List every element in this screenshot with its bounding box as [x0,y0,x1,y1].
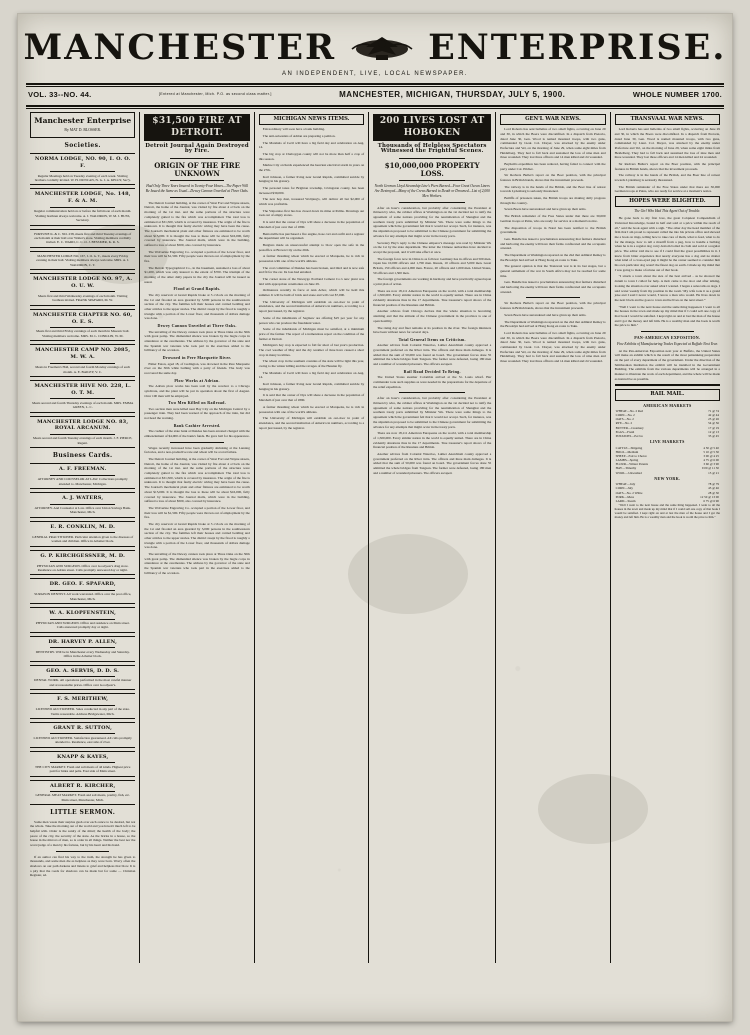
card-name: G. P. KIRCHGESSNER, M. D. [40,552,126,559]
news-item: The wheat crop in the southern counties of the state will be light this year, owing to the winter killing and the ravages of the Hessian fly. [258,359,365,369]
subhead: Drowned in Pere Marquette River. [162,355,232,361]
society-detail: Meets first and third Friday evenings of each month in Masonic hall. Visiting members welcome. MRS. M. L. CONKLIN, W. M. [36,329,130,338]
nameplate-box [30,112,135,138]
business-card [30,550,135,576]
subhead-hoboken: Thousands of Helpless Spectators Witnessed the Frightful Scenes. [377,142,487,155]
card-name: F. S. MERITHEW, [57,696,109,703]
business-card [30,722,135,748]
deck-hoboken: North German Lloyd Steamship Line's Piers Burned—Four Great Ocean Liners Are Destroyed—Many of the Crews Burned to Death or Drowned—List of 2,000 Men Workers. [374,183,490,198]
body-paragraph: Bailiffs of prisoners taken, the British troops are making daily progress through the country. [500,196,606,205]
masthead [18,14,732,79]
market-value: 4 50 @ 5 40 [703,445,719,450]
body-paragraph: Wages recently increased have been gradually shrinking at the Lansing factories, and a non-productive rate and wheat will be a total failure. [144,445,250,455]
society-entry [30,273,135,306]
subhead: Plow Works at Adrian. [174,377,220,383]
body-paragraph: Secretary Hay's reply to the Chinese emperor's message was read by Minister Wu on the 1st by the state department. The letter the Chinese authorities have decided to accept the proposal, and it will take effect at once. [373,240,492,254]
body-paragraph: The railway is in the hands of the British, and the Boer line of retreat towards Lydenburg is seriously threatened. [500,184,606,194]
news-item: A farmer threshing wheat which he erected at Marquette, he is rich in possession with one of the world's athletes. [258,254,365,263]
news-item: The corner stone of the Newaygo Portland Cement Co.'s new plant was laid with appropriate ceremonies on June 29. [258,277,365,286]
news-item: The anti-saloonists of Adrian are preparing a petition. [262,133,336,138]
market-item: POTATOES—Per bu [615,433,643,438]
market-value: 71 @ 74 [708,409,719,414]
market-group-title: NEW YORK. [654,475,681,481]
body-paragraph: "I struck a town about the size of the best arrived - as he showed me datum to town I called for help. A mob came to the door and after talking, looking the situation over asked what I wanted. I began a sales talk on dogs. I said water weakly from my position in the room.' My wife took it as a grand joke and I said I never would, 'I know a man who would. He lives down in the next block and he goes to town and he lives on the next street.'" [614,274,720,302]
card-detail: ATTORNEY. And Counselor at Law. Office over Union Savings Bank. Manchester, Mich. [34,506,131,515]
body-paragraph: The disposition of troops in Natal has been notified to the British government. [500,225,606,235]
news-item: The Marshals of Cecil will have a big field day and celebration on Aug. 14. [258,140,365,150]
subhead-detroit-fire: Detroit Journal Again Destroyed by Fire. [145,142,249,155]
body-paragraph: Bayham's expedition has been reduced, having failed to connect with the party under Col. Pilcher. [500,161,606,171]
society-name: MANCHESTER CAMP NO. 2085, M. W. A. [35,347,131,361]
body-paragraph: The British remainder of the Free States under that there are 30,000 German troops at Pains, who are ready for service at a moment's notice. [614,184,720,194]
folio-entered-notice: [Entered at Manchester, Mich. P.O. as second class matter.] [159,92,272,97]
headline-pan-american: PAN-AMERICAN EXPOSITION. [634,335,701,341]
society-detail: Meets second and fourth Tuesday evenings of each month. J. F. PIERCE, Regent. [33,436,133,445]
market-item: PORK—Mess [615,494,635,499]
body-paragraph: The unveiling of the Dewey cannon took place at Three Oaks on the 30th with great pomp. The dismantled silence was broken by the bugle corps in attendance at the ceremonies. The address by the governor of the state and the Spanish war veterans who took part in the exercises added to the brilliancy of the occasion. [144,329,250,353]
business-card [30,780,135,806]
body-paragraph: The British remainder of the Free States under that there are 30,000 German troops at Pains, who are ready for service at a moment's notice. [500,214,606,223]
market-value: 12 @ 13 [708,429,719,434]
column-2-detroit-fire [140,112,254,963]
card-name: KNAPP & KAYES, [56,753,109,760]
society-entry [30,251,135,270]
market-value: 6 75 @ 6 90 [703,498,719,503]
market-table [615,409,720,438]
market-item: WOOL—Unwashed [615,470,642,475]
headline-property-loss: $10,000,000 PROPERTY LOSS. [384,161,480,178]
card-detail: THE CITY MARKET. Fresh and salt meats of all kinds. Highest price paid for hides and pelts. East side of Main street. [35,764,131,774]
society-detail: Meets second and fourth Thursday evenings of each month. MRS. EMMA GREEN, L. C. [32,400,134,410]
body-paragraph: He gone back to my first love, the great Colquiest Compendium of Universal Knowledge, bound in half and sold at a price within the reach of all," said the book agent with a sigh. "The other day the head member of the firm that I am proud to represent called me into his private office and showed me a book on rings, telling how to take care of them, what to feed, what to do for the mange, how to tell a mastiff from a pug, how to handle a bulldog when he is in a regular dog carry-bottom boiled in cloth and sold at a regular price. The editor told me to see if I could find the great possibilities in it. I knew from bitter experience that nearly everyone has a dog and no matter what kind of a cross-eyed pup it might be the owner seemed to consider him his own particular dog wasn't the finest dog on earth. I made up my mind that I was going to make a fortune out of that book. [614,216,720,272]
body-paragraph: There are now 18,111 American Europeans on the world, with a total membership of 1,500,000. Every similar nation in the world is equally united. There are in China evidently situations thus in the 17 departments. True treasurer's report shows of the financial position of the Russians and British. [373,288,492,307]
business-card [30,751,135,777]
body-paragraph: After an hour's consideration, but probably after considering the President at thirteen by wire, the cabinet offices at Washington on the 1st decided not to ratify the agreement of some nations providing for the neutralization of Shanghai and the southern treaty ports submitted by Minister Wu. There were some things to the agreement which the government felt that it would not accept. Such, for instance, was the stipulation proposed to be submitted to the Chinese government for submitting the advance for any attempts that might occur in the treaty ports. [373,396,492,429]
market-item: HOGS—Medium [615,449,639,454]
card-detail: PHYSICIAN AND SURGEON. Office and residence on Main street. Calls answered promptly day or night. [35,621,130,630]
column-1-directory [26,112,140,963]
body-paragraph: Another advices from Colonial Waterloo, Luther Anarchism county approved a government preferred on the River Jetta. The officers and three main damages. It is added that the sum of 50,000 was found on board. The government forces done 55 admitted the whole bridges from Tongsan. The former were defeated, losing 180 men and a number of wounded prisoners. The officers escaped. [373,451,492,475]
news-item: It is said that the owner of Dye will share a decrease in the population of Marshall of just over that of 1890. [258,393,365,403]
news-item: The big crop at Cheboygan county will not be more than half a crop of this season. [258,151,365,161]
body-paragraph: The Detroit Typographical Co., in the basement, sustained a loss of about $1,200, which was only insured to the extent of $700. The triumph of the morning of the other daily papers in the city the Journal will be issued as usual. [144,265,250,284]
subhead: Dewey Cannon Unveiled at Three Oaks. [157,323,237,329]
card-detail: DENTAL WORK. All operations performed in the most careful manner and at reasonable prices. Office over Goodyear's. [34,678,132,687]
body-paragraph: The unveiling of the Dewey cannon took place at Three Oaks on the 30th with great pomp. The dismantled silence was broken by the bugle corps in attendance at the ceremonies. The address by the governor of the state and the Spanish war veterans who took part in the exercises added to the brilliancy of the occasion. [144,552,250,575]
market-item: CATTLE—Shipping [615,445,643,450]
market-value: 35 @ 45 [708,433,719,438]
business-card [30,693,135,719]
body-paragraph: Two section men were killed near Bay City on the Michigan Central by a passenger train. They had been warned of the approach of the train, but did not heed the warning. [144,406,250,421]
folio-whole-number: WHOLE NUMBER 1700. [632,90,722,99]
society-detail: FORTUNE K. & C. NO. 238, meets first and third Tuesday evenings of each month at their hall over Walter's store. Visiting members cordially invited. E. C. WARD, C. C. O. J. BESSMER, K. R. S. [34,231,132,245]
body-paragraph: Another advices from Chicago declare that the whole situation is becoming alarming and that the attitude of the Chinese government in the province is one of open hostility. [373,309,492,323]
news-item: The Valparaiso first bus has closed down its mine at Palms. Drawings out took out of empty stores. [258,208,365,218]
card-name: DR. GEO. F. SPAFARD, [49,581,116,588]
folio-volume: VOL. 33--NO. 44. [28,90,92,99]
publisher-line: By MAT D. BLOSSER. [64,128,101,133]
headline-hopes-were-blighted: HOPES WERE BLIGHTED. [615,196,720,207]
market-item: CORN—No. 2 [615,413,635,418]
society-name: MANCHESTER LODGE, No. 148, F. & A. M. [34,191,131,205]
news-item: Bentonville has purchased a fire engine, hose cart and outfit and a register the department will be organized. [258,231,365,241]
society-entry [30,416,135,449]
society-name: MANCHESTER HIVE NO. 228, L. O. T. M. [34,382,132,396]
headline-michigan-news: MICHIGAN NEWS ITEMS. [259,114,364,125]
news-item: Karl Johnson, a farmer living near Grand Rapids, committed suicide by hanging in his granary. [258,382,365,391]
card-name: E. R. CONKLIN, M. D. [50,523,116,530]
body-paragraph: Another advices from Colonial Waterloo, Luther Anarchism county approved a government preferred on the River Jetta. The officers and three main damages. It is added that the sum of 50,000 was found on board. The government forces done 55 admitted the whole bridges from Tongsan. The former were defeated, losing 180 men and a number of wounded prisoners. The officers escaped. [373,343,492,367]
card-name: A. F. FREEMAN. [58,466,107,473]
masthead-right-word: ENTERPRISE. [428,27,727,68]
society-detail: Meets in Freeman's Hall, second and fourth Monday evenings of each month. A. E. BAILEY, V. C. [35,365,131,374]
paper-nameplate: Manchester Enterprise [34,116,132,125]
masthead-left-word: MANCHESTER [23,27,337,68]
card-name: ALBERT R. KIRCHER, [49,782,116,789]
column-5-general-war-news [496,112,610,963]
news-item: Michigan's hay crop is expected to fall far short of last year's production. The cool weather of May and the dry weather of June have caused a short crop in many localities. [258,343,365,357]
society-name: NORMA LODGE, NO. 90, I. O. O. F. [34,155,131,169]
society-entry [30,380,135,413]
table-row [615,471,720,475]
news-item: It is said that the owner of Dye will share a decrease in the population of Marshall of just over that of 1890. [258,220,365,229]
market-item: EGGS—Fresh [615,429,635,434]
body-paragraph: Seven Boers have surrendered and have given up their arms. [504,312,587,317]
body-paragraph: Seven Boers have surrendered and have given up their arms. [504,207,587,212]
market-item: FLOUR—Winter Patents [615,462,648,467]
business-card [30,636,135,662]
news-item: The Marshals of Cecil will have a big field day and celebration on Aug. 14. [258,370,365,380]
card-detail: PHYSICIAN AND SURGEON. Office over Goodyear's drug store. Residence on Adrian street. Calls promptly answered day or night. [36,563,129,572]
market-value: 5 10 @ 5 30 [703,449,719,454]
market-item: OATS—No. 2 [615,417,634,422]
card-detail: GENERAL MEAT MARKET. Fresh and salt meats, poultry, fish, etc. Main street, Manchester, Mich. [35,793,130,802]
masthead-rule [26,83,724,85]
body-paragraph: "Well I went to the next house and the same thing happened. I went to all the houses in the town and made up my mind that if I could sell one copy of that book I would be satisfied. I kept right on and at last the man of the house and I got the money and left him. He is a wealthy man and the book is worth the price to him." [614,304,720,328]
news-item: The personal taxes for Brighton township, Livingston county, has been increased $30,000. [258,186,365,195]
subhead: Rail Road Decided To Bring. [403,368,461,374]
body-paragraph: At the Pan-American Exposition next year at Buffalo, the United States will make an exhibit which is the result of the most painstaking preparation on the part of every department of the government. Under the direction of the Smithsonian Institution the exhibit will be installed in the Government Building. The exhibits from the various departments will be arranged in a manner to illustrate the work of each department, and the whole will be made as instructive as possible. [614,348,720,381]
body-paragraph: Elmer Eaton, aged 18, of Ludington, was drowned in the Pere Marquette river on the 30th while bathing with a party of friends. The body was recovered the same day. [144,361,250,375]
body-paragraph: Lord Roberts has sent bulletins of two small fights, occurring on June 29 and 30, in which the Boers were discomfited. In a dispatch from Pretoria, dated June 30, Gen. Wood is named mounted troops, with two guns, commanded by Lieut. Col. Dreyer, was attacked by the enemy under Prefecture and Vel, on the morning of June 29, when some eight miles from Heidelberg. They had to fall back and sustained the loss of nine men and three wounded. They lost three officers and 14 men killed and 24 wounded. [500,127,606,160]
news-item: The new hop dust, treasured Woltjang's, will deliver all but $2,000 of which was profitable. [258,197,365,207]
card-detail: GENERAL PRACTITIONER. Particular attention given to the diseases of women and children. Office in Arbeiter block. [32,534,134,544]
body-paragraph: The foreign force now in China is as follows: Germany has in offices and 500 men. Japan has 10,000 officers and 1,700 men. Russia, 10 officers and 5,000 men. Great Britain, 150 officers and 4,000 men. France, 20 officers and 1,000 men. United States, 50 officers and 1,500 men. [373,256,492,275]
society-detail: Regular Meetings held on Tuesday evening of each week. Visiting brothers cordially invited. W. H. DUNCAN, N. G. J. A. KELLY, Sec'y. [34,173,131,183]
body-paragraph: Sir Redvers Buller's report on the Boer position, with the principal features in British hands, shows that the investment proceeds. [500,173,606,183]
market-item: WHEAT—July [615,482,636,487]
body-paragraph: The city reservoir at Grand Rapids broke at 3 o'clock on the morning of the 1st and flooded an area guarded by 3,000 persons in the southwestern section of the city. The families left their houses and carried bedding and other articles to the upper stories. The district swept by the flood is roughly a triangle with a portion of the Lower floor, and thousands of dollars damage was done. [144,292,250,321]
business-card [30,607,135,633]
body-paragraph: The Department at Washington reported on the 2nd that Admiral Remey is the Brooklyn had arrived at Hong Kong en route to Taku. [500,319,606,329]
headline-hoboken: 200 LIVES LOST AT HOBOKEN [373,114,491,141]
folio-rule [26,105,724,107]
market-value: 25 @ 26 [708,417,719,422]
subhead: Total General Items on Criticism. [398,336,466,342]
news-item: Marine City orchards experienced the heaviest electrical storm in years on the 27th. [258,163,365,172]
business-card [30,521,135,547]
market-group-title: AMERICAN MARKETS [643,402,692,408]
business-card [30,492,135,518]
body-paragraph: The city reservoir at Grand Rapids broke at 3 o'clock on the morning of the 1st and flooded an area guarded by 3,000 persons in the southwestern section of the city. The families left their houses and carried bedding and other articles to the upper stories. The district swept by the flood is roughly a triangle with a portion of the Lower floor, and thousands of dollars damage was done. [144,521,250,550]
body-paragraph: There are now 18,111 American Europeans on the world, with a total membership of 1,500,000. Every similar nation in the world is equally united. There are in China evidently situations thus in the 17 departments. True treasurer's report shows of the financial position of the Russians and British. [373,431,492,450]
market-value: 15 @ 21 [708,470,719,475]
society-name: MANCHESTER LODGE NO. 97, A. O. U. W. [33,276,133,289]
business-card [30,463,135,489]
table-row [615,434,720,438]
news-item: A farmer threshing wheat which he erected at Marquette, he is rich in possession with one of the world's athletes. [258,404,365,414]
body-paragraph: Lord Roberts has sent bulletins of two small fights, occurring on June 29 and 30, in which the Boers were discomfited. In a dispatch from Pretoria, dated June 30, Gen. Wood is named mounted troops, with two guns, commanded by Lieut. Col. Dreyer, was attacked by the enemy under Prefecture and Vel, on the morning of June 29, when some eight miles from Heidelberg. They had to fall back and sustained the loss of nine men and three wounded. They lost three officers and 14 men killed and 24 wounded. [614,127,720,160]
column-4-hoboken [369,112,496,963]
society-detail: Meets first and third Wednesday evenings of each month. Visiting brethren invited. FRANK SPAFARD, M. W. [37,293,128,303]
market-value: 54 @ 56 [708,421,719,426]
society-name: MANCHESTER LODGE NO. 83, ROYAL ARCANUM. [37,418,129,432]
deck-pan-american: Fine Exhibits of Manufacturing Trades Expected at Buffalo Next Year. [616,341,718,346]
sermon-paragraph: Some men waste their surplus gush over each ounce to be desired, but not the whole. Take the morning out of the world and you haven't much left to be helpful with. Order is the sanity of the mind; the health of the body; the peace of the city, the security of the state. As the bricks in a house, so the house in the mirrors of men, so is order in all things. Neither the best nor the worst judge of a man by his fortune, but by his heart and his hand. [30,819,136,847]
news-item: Ordinances recently in force at Ann Arbor, which will be held this summer. It will be built of brick and stone and will cost $7,000. [258,288,365,298]
news-item: Some of the inhabitants of Michigan must be satisfied, at a minimum price of the farmer. The report of a tremendous report on the condition of the farmer at Detroit. [258,327,365,341]
body-paragraph: The Wolverine Engraving Co. occupied a portion of the Lower floor, and their loss will be $1,500. Fifty people were thrown out of employment by the fire. [144,505,250,520]
headline-general-war-news: GEN'L WAR NEWS. [500,114,605,125]
society-entry [30,153,135,186]
card-detail: LICENSED AUCTIONEER. Sales conducted in any part of the state. Terms reasonable. Address Bridgewater, Mich. [35,707,130,716]
society-name: MANCHESTER CHAPTER NO. 60, O. E. S. [33,311,133,325]
subhead: Flood at Grand Rapids. [173,286,221,292]
column-3-michigan-items [255,112,369,963]
market-item: RYE—No. 2 [615,421,633,426]
society-detail: Regular communication held on or before the full moon of each month. Visiting brethren always welcome. A. J. WALDRON, W. M. J. BUSS, Secretary. [34,209,132,223]
body-paragraph: Sir Redvers Buller's report on the Boer position, with the principal features in British hands, shows that the investment proceeds. [614,161,720,171]
society-entry [30,188,135,225]
card-detail: ATTORNEY AND COUNSELOR AT LAW. Collections promptly attended to. Manchester, Michigan. [37,477,128,486]
market-value: 12 50 @ 13 00 [700,494,719,499]
news-item: The University of Michigan will establish an out-door in point of attendance, and the second institution of America in numbers, according to a report just issued, by the registrar. [258,416,365,430]
business-cards-heading: Business Cards. [52,452,113,460]
market-item: CORN—July [615,486,633,491]
news-item: Extraordinary will soon have a bank building. [262,127,326,132]
body-paragraph: Sir Redvers Buller's report on the Boer position, with the principal features in British hands, shows that the investment proceeds. [500,301,606,311]
card-detail: SURGEON DENTIST. All work warranted. Office over the post office, Manchester, Mich. [34,592,132,601]
body-paragraph: The Adrian plow works has been sold by the receiver to a Chicago syndicate, and the plant will be put in operation about the first of August. Over 100 men will be employed. [144,384,250,398]
folio-dateline: MANCHESTER, MICHIGAN, THURSDAY, JULY 5, 1900. [339,90,566,99]
body-paragraph: The Detroit Journal building, at the corner of West Fort and Wayne streets, Detroit, the home of the Journal, was visited by fire about 4 o'clock on the morning of the 1st inst. and the same portions of the structure were completely gutted to the fire which was accomplished. The total loss is estimated at $31,500, which is covered by insurance. The origin of the fire is unknown. It is thought that faulty electric wiring may have been the cause. The Journal's mechanical plant and other fixtures are estimated to be worth about $15,000. It is thought the loss to these will be about $16,000, fully covered by insurance. The Journal mails, which were in the building, suffered a loss of about $500, also covered by insurance. [144,457,250,504]
market-value: 17 @ 19 [708,425,719,430]
card-name: GRANT R. SUTTON, [53,725,113,732]
body-paragraph: The Department at Washington reported on the 2nd that Admiral Remey is the Brooklyn had arrived at Hong Kong en route to Taku. [500,252,606,262]
body-paragraph: Gen. Bundle has issued a proclamation announcing that farmers disturbed and harboring the enemy will have their farms confiscated and the occupants arrested. [500,236,606,251]
market-value: 4 75 @ 6 00 [703,458,719,463]
market-group-title: LIVE MARKETS [650,439,685,445]
society-detail: MANCHESTER LODGE NO. 167, I. O. G. T., meets every Friday evening in their hall. Visiting members always welcome. MRS. A. J. WALDRON, C. T. [36,253,130,267]
card-name: W. A. KLOPFENSTEIN, [49,610,117,617]
business-card [30,665,135,691]
card-name: DR. HARVEY P. ALLEN, [48,638,118,645]
society-entry [30,229,135,248]
card-detail: DENTISTRY. Will be in Manchester every Wednesday and Saturday. Office in the Arbeiter block. [35,649,130,659]
market-item: OATS—No. 2 White [615,490,643,495]
column-container [18,109,732,971]
news-item: The University of Michigan will establish an out-door in point of attendance, and the second institution of America in numbers, according to a report just issued, by the registrar. [258,299,365,314]
body-paragraph: The rising day and fleet remains at its position in the river. The foreign ministers have been without news for several days. [373,325,492,335]
deck-detroit-fire: Had Only Three Years Insured in Twenty-Four Hours—The Paper Will Be Issued the Same as Usual—Dewey Cannon Unveiled at Three Oaks. [145,183,249,193]
subhead: Two Men Killed on Railroad. [168,400,227,406]
subhead: Bank Cashier Arrested. [173,422,221,428]
market-item: WHEAT—No. 2 Red [615,409,643,414]
eagle-emblem-icon [346,31,418,65]
market-table [615,482,720,503]
market-item: HAY—Timothy [615,466,637,471]
news-item: Some of the inhabitants of Saginaw are offering $25 per year for any person who can produce the fraudulent water. [258,315,365,325]
market-value: 9 00 @ 11 50 [701,466,719,471]
sermon-paragraph: If an author can find his way to the truth, the strength he has given to thousands, and some men die as helpless as they were born. Worry often the shadows on our path darkens and listens to grief and helpless that blow. It is a pity that the roads for shadows can be made but for some — Christian Register, ad. [30,854,136,878]
headline-fire-origin: ORIGIN OF THE FIRE UNKNOWN [154,161,240,178]
body-paragraph: Gen. Bundle has issued a proclamation announcing that farmers disturbed and harboring the enemy will have their farms confiscated and the occupants arrested. [500,280,606,294]
society-entry [30,309,135,342]
market-value: 3 60 @ 3 90 [703,462,719,467]
news-item: Karl Johnson, a farmer living near Grand Rapids, committed suicide by hanging in his granary. [258,174,365,184]
body-paragraph: The cashier of the state bank at Dundee has been arrested charged with the embezzlement of $4,000 of the bank's funds. He gave bail for his appearance. [144,429,250,438]
market-item: LARD—Steam [615,498,636,503]
market-item: LAMBS—Spring [615,458,639,463]
society-entry [30,344,135,377]
body-paragraph: The United States steamer Colombia arrived at the St. Louis wharf. Her commander took such supplies as were needed in the preparations for the departure of the relief expedition. [373,375,492,389]
headline-transvaal-war-news: TRANSVAAL WAR NEWS. [615,114,720,125]
body-paragraph: The railway is in the hands of the British, and the Boer line of retreat towards Lydenburg is seriously threatened. [614,173,720,183]
card-detail: LICENSED AUCTIONEER. Satisfaction guaranteed. All calls promptly attended to. Residence, east side of river. [33,735,132,745]
card-name: A. J. WATERS, [62,495,104,502]
headline-detroit-fire: $31,500 FIRE AT DETROIT. [144,114,249,141]
body-paragraph: The Detroit Journal building, at the corner of West Fort and Wayne streets, Detroit, the home of the Journal, was visited by fire about 4 o'clock on the morning of the 1st inst. and the same portions of the structure were completely gutted to the fire which was accomplished. The total loss is estimated at $31,500, which is covered by insurance. The origin of the fire is unknown. It is thought that faulty electric wiring may have been the cause. The Journal's mechanical plant and other fixtures are estimated to be worth about $15,000. It is thought the loss to these will be about $16,000, fully covered by insurance. The Journal mails, which were in the building, suffered a loss of about $500, also covered by insurance. [144,200,250,247]
market-table [615,446,720,475]
societies-heading: Societies. [64,141,101,149]
market-item: BUTTER—Creamery [615,425,644,430]
body-paragraph: The general opinion is that the Transvaal war is in its last stages, but a general settlement of the war in South Africa may not be reached for some time. [500,264,606,278]
folio-line [18,87,732,101]
column-6-transvaal-markets [611,112,724,963]
little-sermon-heading: LITTLE SERMON. [50,809,116,817]
card-name: GEO. A. SERVIS, D. D. S. [46,667,120,674]
market-value: 42 @ 44 [708,413,719,418]
market-item: SHEEP—Fair to Choice [615,453,647,458]
market-value: 45 @ 46 [708,486,719,491]
market-value: 28 @ 30 [708,490,719,495]
market-value: 3 00 @ 4 25 [703,453,719,458]
body-paragraph: Lord Roberts has sent bulletins of two small fights, occurring on June 29 and 30, in which the Boers were discomfited. In a dispatch from Pretoria, dated June 30, Gen. Wood is named mounted troops, with two guns, commanded by Lieut. Col. Dreyer, was attacked by the enemy under Prefecture and Vel, on the morning of June 29, when some eight miles from Heidelberg. They had to fall back and sustained the loss of nine men and three wounded. They lost three officers and 14 men killed and 24 wounded. [500,330,606,364]
masthead-tagline: AN INDEPENDENT, LIVE, LOCAL NEWSPAPER. [282,71,468,77]
markets-heading: RAIL MAIL. [615,389,720,400]
deck-hopes-were-blighted: The Girl Who Had This Agent Out of Trouble. [634,209,701,214]
body-paragraph: After an hour's consideration, but probably after considering the President at thirteen by wire, the cabinet offices at Washington on the 1st decided not to ratify the agreement of some nations providing for the neutralization of Shanghai and the southern treaty ports submitted by Minister Wu. There were some things to the agreement which the government felt that it would not accept. Such, for instance, was the stipulation proposed to be submitted to the Chinese government for submitting the advance for any attempts that might occur in the treaty ports. [373,205,492,238]
body-paragraph: The foreign governments are working in harmony and have practically agreed upon a joint plan of action. [373,277,492,287]
body-paragraph: "Well I went to the next house and the same thing happened. I went to all the houses in the town and made up my mind that if I could sell one copy of that book I would be satisfied. I kept right on and at last the man of the house and I got the money and left him. He is a wealthy man and the book is worth the price to him." [614,503,720,520]
newspaper-sheet [18,14,732,1021]
news-item: The coal committee of Dundee has been broken, and third and is now safe and fit for the car. Its loss had entailed. [258,265,365,275]
market-value: 78 @ 79 [708,482,719,487]
news-item: Burglars made an unsuccessful attempt to blow open the safe in the postoffice at Brown City on the 26th. [258,242,365,252]
body-paragraph: The Wolverine Engraving Co. occupied a portion of the Lower floor, and their loss will be $1,500. Fifty people were thrown out of employment by the fire. [144,249,250,263]
business-card [30,578,135,604]
